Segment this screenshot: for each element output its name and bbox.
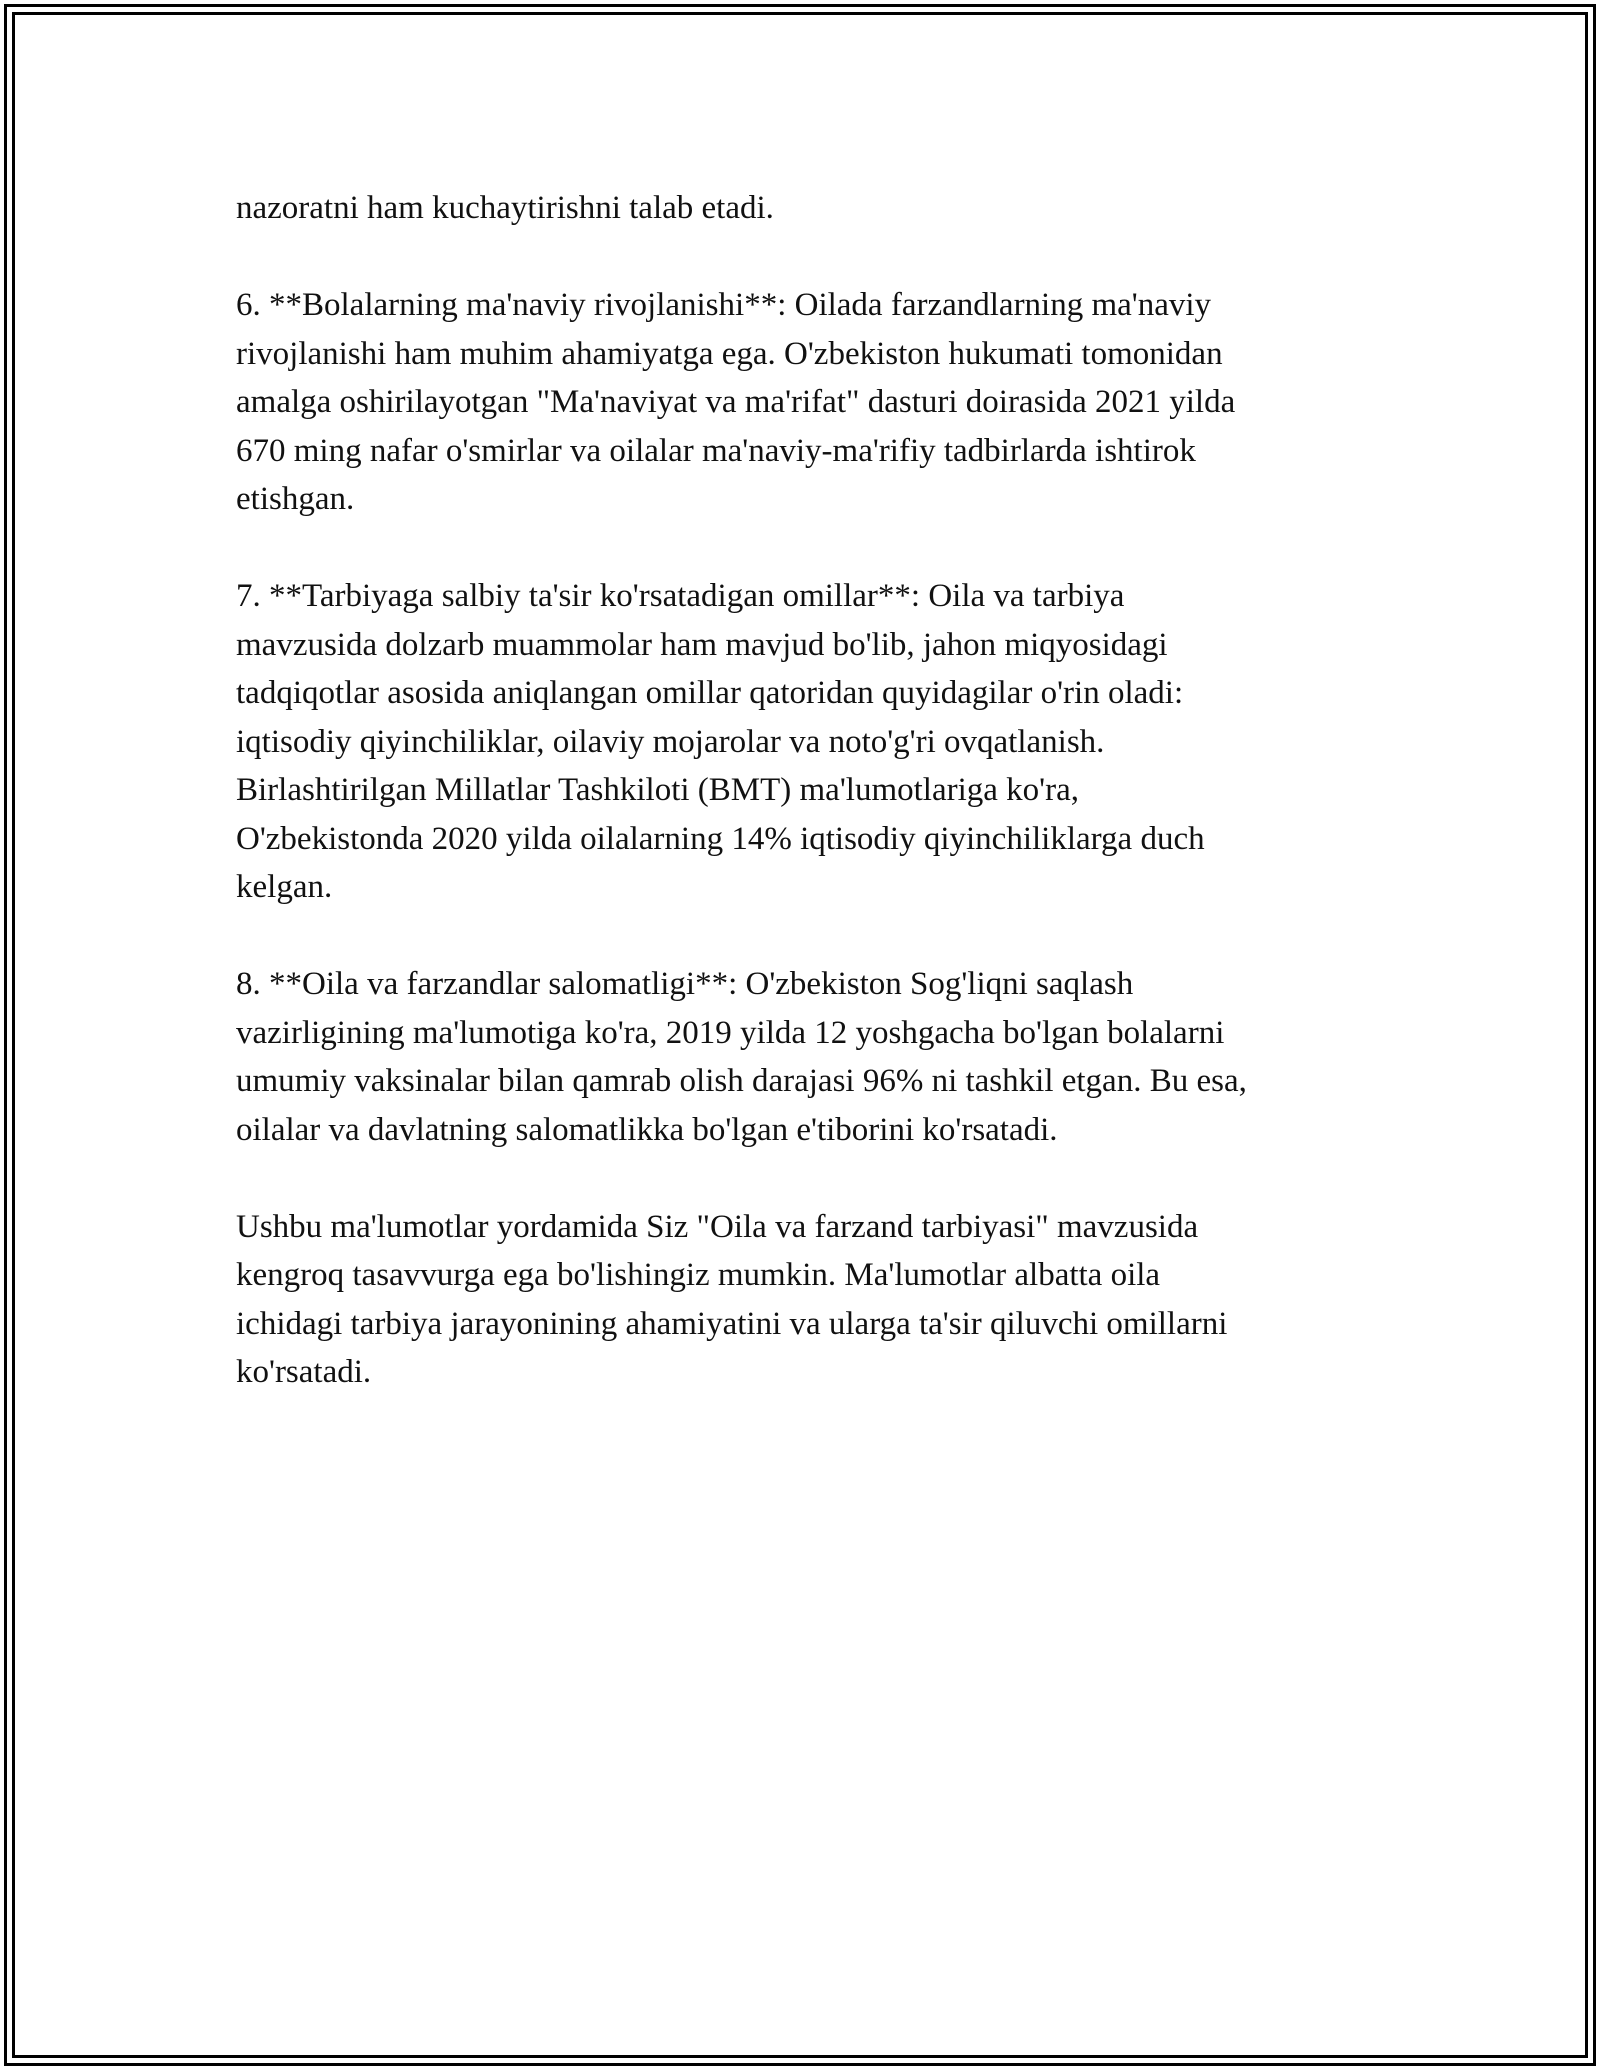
text-line: mavzusida dolzarb muammolar ham mavjud bo'lib, jahon miqyosidagi [236,626,1168,663]
text-line: 8. **Oila va farzandlar salomatligi**: O'zbekiston Sog'liqni saqlash [236,966,1134,1002]
text-line: umumiy vaksinalar bilan qamrab olish darajasi 96% ni tashkil etgan. Bu esa, [236,1063,1247,1099]
text-line: ichidagi tarbiya jarayonining ahamiyatini va ularga ta'sir qiluvchi omillarni [236,1305,1228,1342]
document-body [236,184,1366,1445]
text-line: 670 ming nafar o'smirlar va oilalar ma'naviy-ma'rifiy tadbirlarda ishtirok [236,432,1196,469]
paragraph-item-8 [236,960,1366,1154]
paragraph-conclusion [236,1203,1366,1397]
text-line: 6. **Bolalarning ma'naviy rivojlanishi**: Oilada farzandlarning ma'naviy [236,287,1212,323]
text-line: iqtisodiy qiyinchiliklar, oilaviy mojarolar va noto'g'ri ovqatlanish. [236,723,1105,760]
paragraph-item-7 [236,572,1366,912]
text-line: rivojlanishi ham muhim ahamiyatga ega. O'zbekiston hukumati tomonidan [236,335,1223,372]
text-line: tadqiqotlar asosida aniqlangan omillar qatoridan quyidagilar o'rin oladi: [236,675,1184,711]
text-line: etishgan. [236,481,355,517]
text-line: 7. **Tarbiyaga salbiy ta'sir ko'rsatadigan omillar**: Oila va tarbiya [236,578,1125,614]
text-line: Birlashtirilgan Millatlar Tashkiloti (BMT) ma'lumotlariga ko'ra, [236,772,1079,808]
text-line: ko'rsatadi. [236,1354,372,1390]
text-line: amalga oshirilayotgan "Ma'naviyat va ma'rifat" dasturi doirasida 2021 yilda [236,384,1236,420]
text-line: kengroq tasavvurga ega bo'lishingiz mumkin. Ma'lumotlar albatta oila [236,1257,1161,1293]
text-line: vazirligining ma'lumotiga ko'ra, 2019 yilda 12 yoshgacha bo'lgan bolalarni [236,1014,1225,1051]
text-line: oilalar va davlatning salomatlikka bo'lgan e'tiborini ko'rsatadi. [236,1111,1058,1148]
paragraph-item-6 [236,281,1366,524]
text-line: O'zbekistonda 2020 yilda oilalarning 14% iqtisodiy qiyinchiliklarga duch [236,820,1205,857]
paragraph-continuation [236,184,1366,233]
text-line: Ushbu ma'lumotlar yordamida Siz "Oila va farzand tarbiyasi" mavzusida [236,1208,1199,1245]
text-line: nazoratni ham kuchaytirishni talab etadi. [236,190,774,226]
text-line: kelgan. [236,869,333,905]
